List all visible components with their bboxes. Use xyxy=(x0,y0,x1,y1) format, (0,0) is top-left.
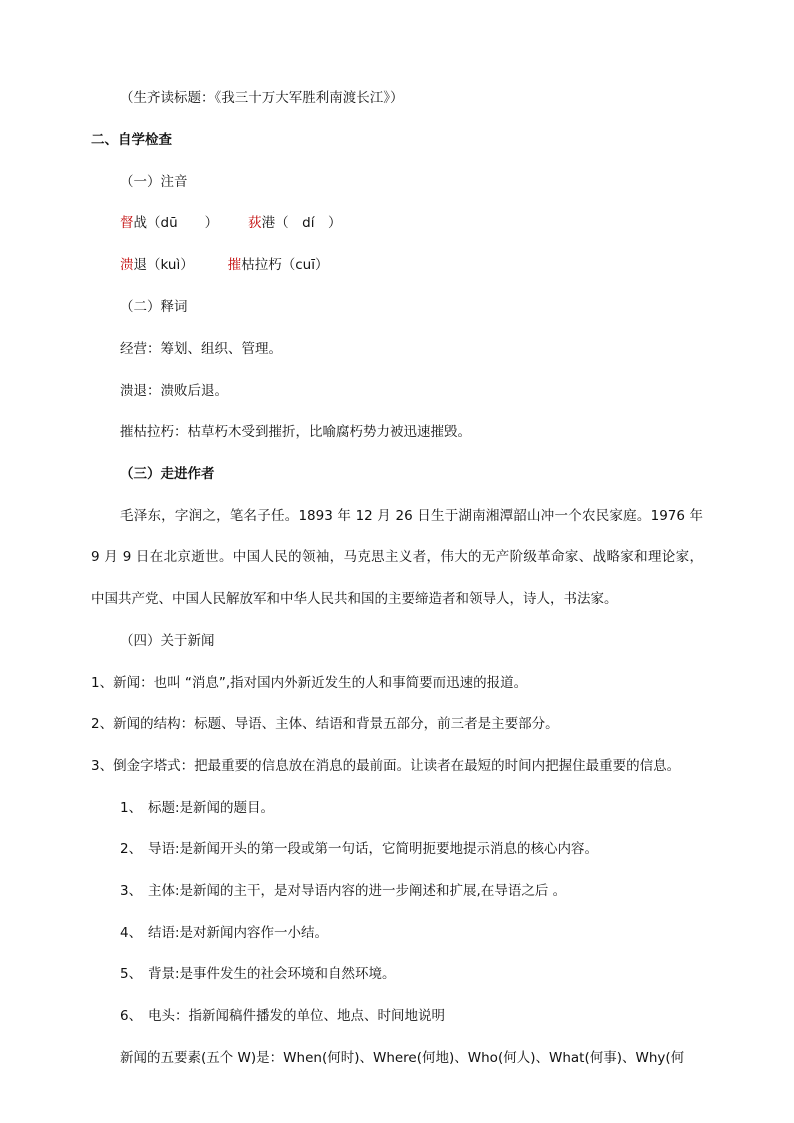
five-w-line: 新闻的五要素(五个 W)是：When(何时)、Where(何地)、Who(何人)、What(何事)、Why(何 xyxy=(120,1050,685,1066)
definition-line: 溃退：溃败后退。 xyxy=(120,383,228,399)
news-point: 1、新闻：也叫 “消息”,指对国内外新近发生的人和事简要而迅速的报道。 xyxy=(91,675,528,691)
item-number: 6、 xyxy=(120,1008,143,1024)
item-number: 2、 xyxy=(120,841,143,857)
pinyin-entry: 枯拉朽（cuī） xyxy=(241,257,329,273)
item-text: 电头：指新闻稿件播发的单位、地点、时间地说明 xyxy=(148,1008,445,1024)
item-number: 1、 xyxy=(120,800,143,816)
subheading-word-definitions: （二）释词 xyxy=(120,299,188,315)
news-part-item xyxy=(120,799,274,817)
pinyin-target-char: 摧 xyxy=(227,257,242,273)
news-part-item xyxy=(120,924,328,942)
pinyin-entry: 战（dū ） xyxy=(133,215,219,231)
pinyin-target-char: 督 xyxy=(120,215,134,231)
author-paragraph-line: 中国共产党、中国人民解放军和中华人民共和国的主要缔造者和领导人，诗人，书法家。 xyxy=(91,591,618,607)
pinyin-target-char: 荻 xyxy=(248,215,262,231)
item-number: 5、 xyxy=(120,966,143,982)
definition-line: 摧枯拉朽：枯草朽木受到摧折，比喻腐朽势力被迅速摧毁。 xyxy=(120,424,471,440)
news-part-item xyxy=(120,882,566,900)
news-part-item xyxy=(120,840,598,858)
news-point: 2、新闻的结构：标题、导语、主体、结语和背景五部分，前三者是主要部分。 xyxy=(91,716,559,732)
section-heading-self-study: 二、自学检查 xyxy=(91,132,172,148)
subheading-pinyin: （一）注音 xyxy=(120,174,188,190)
pinyin-row-1 xyxy=(120,214,341,232)
item-number: 4、 xyxy=(120,925,143,941)
pinyin-row-2 xyxy=(120,256,328,274)
pinyin-target-char: 溃 xyxy=(120,257,134,273)
item-number: 3、 xyxy=(120,883,143,899)
news-point: 3、倒金字塔式：把最重要的信息放在消息的最前面。让读者在最短的时间内把握住最重要的信息。 xyxy=(91,758,681,774)
author-paragraph-line: 9 月 9 日在北京逝世。中国人民的领袖，马克思主义者，伟大的无产阶级革命家、战略家和理论家， xyxy=(91,549,703,565)
subheading-author: （三）走进作者 xyxy=(120,466,215,482)
pinyin-entry: 退（kuì） xyxy=(133,257,194,273)
item-text: 背景:是事件发生的社会环境和自然环境。 xyxy=(148,966,396,982)
item-text: 主体:是新闻的主干，是对导语内容的进一步阐述和扩展,在导语之后 。 xyxy=(148,883,567,899)
item-text: 标题:是新闻的题目。 xyxy=(148,800,275,816)
news-part-item xyxy=(120,965,396,983)
subheading-about-news: （四）关于新闻 xyxy=(120,633,215,649)
author-paragraph-line: 毛泽东，字润之，笔名子任。1893 年 12 月 26 日生于湖南湘潭韶山冲一个农民家庭。1976 年 xyxy=(120,508,703,524)
definition-line: 经营：筹划、组织、管理。 xyxy=(120,341,282,357)
item-text: 结语:是对新闻内容作一小结。 xyxy=(148,925,329,941)
read-title-line: （生齐读标题：《我三十万大军胜利南渡长江》） xyxy=(120,90,404,106)
pinyin-entry: 港（ dí ） xyxy=(261,215,342,231)
news-part-item xyxy=(120,1007,445,1025)
item-text: 导语:是新闻开头的第一段或第一句话，它简明扼要地提示消息的核心内容。 xyxy=(148,841,599,857)
